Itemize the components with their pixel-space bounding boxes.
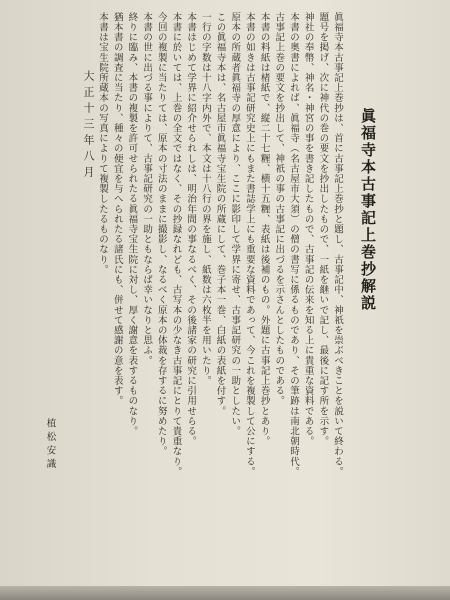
signer-line: 植松安識 (44, 418, 56, 472)
body-line: 古事記上巻の要文を抄出して、神祇の事の古事記に出づるを示さんとしたものである。 (273, 12, 285, 406)
document-title: 眞福寺本古事記上巻抄解説 (359, 108, 377, 312)
page-bottom-edge (0, 586, 450, 600)
body-line: 原本の所蔵者眞福寺の厚意により、ここに影印して学界に寄せ、古事記研究の一助としたい。 (229, 12, 241, 437)
body-line: 本書の料紙は楮紙で、縦二十七糎、横十五糎、表紙は後補のもの。外題に古事記上巻抄とあり。 (258, 12, 270, 447)
body-line: 一行の字数は十八字内外で、本文は十八行の界を施し、紙数は六枚半を用いたり。 (199, 12, 211, 386)
body-line: 神社の奉幣、神名・神宮の事を書き記したもので、古事記の伝来を知る上に貴重な資料である。 (302, 12, 314, 447)
body-line: 猶本書の調査に当たり、種々の便宜を与へられたる諸氏にも、併せて感謝の意を表す。 (111, 12, 123, 406)
body-line: 本書の奥書によれば、眞福寺（名古屋市大須）の僧の書写に係るものであり、その筆跡は南北朝時代。 (287, 12, 299, 477)
body-line: 眞福寺本古事記上巻抄は、首に古事記上巻抄と題し、古事記中、神祇を崇ぶべきことを説いて終わる。 (332, 12, 343, 477)
body-text (92, 12, 342, 552)
date-line: 大正十三年八月 (82, 70, 95, 182)
body-line: 本書に於いては、上巻の全文ではなく、その抄録なれども、古写本の少なき古事記にとりて貴重なり。 (170, 12, 182, 477)
body-line: 終りに臨み、本書の複製を許可せられたる眞福寺宝生院に対し、厚く謝意を表するものなり。 (126, 12, 138, 437)
body-line: 本書はじめて学界に紹介せられしは、明治年間の事なるべく、その後諸家の研究に引用せらる。 (185, 12, 197, 447)
body-line: 題号を掲げ、次に神代の巻の要文を抄出したもので、一紙を継いで記し、最後に記す所を示す。 (317, 12, 329, 447)
body-line: 本書の世に出づる事によりて、古事記研究の一助ともならば幸いなりと思ふ。 (141, 12, 153, 366)
body-line: 本書の如きは古事記研究史上にもまた書誌学上にも重要な資料であって、今これを複製して公にする。 (243, 12, 255, 477)
body-line: 今回の複製に当たりては、原本の寸法のままに撮影し、なるべく原本の体裁を存するに努めたり。 (155, 12, 167, 457)
body-line: この眞福寺本は、名古屋市眞福寺宝生院の所蔵にして、巻子本一巻、白紙の表紙を付す。 (214, 12, 226, 416)
body-line: 本書は宝生院所蔵本の写真によりて複製したるものなり。 (97, 12, 108, 275)
